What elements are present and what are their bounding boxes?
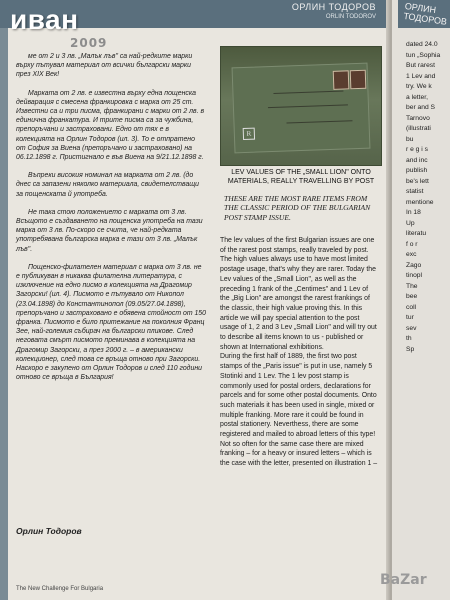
right-page-line: try. We k (406, 83, 432, 90)
english-paragraph: The lev values of the first Bulgarian issues are one of the rarest post stamps, really traveled by post. The high values always use to have most limited postage usage, that's why they are rarer. Today the Lev values of the „Small Lion", as well as the preceding 1 frank of the „Centimes" and 1 Lev of the „Big Lion" are amongst the rarest frankings of the classic, their high value proving this. In this article we will pay special attention to the post usage of 1, 2 and 3 Lev „Small Lion" and will try out to describe all items known to us - published or shown at International exhibitions. (220, 237, 377, 351)
left-paragraph: Марката от 2 лв. е известна върху една пощенска дейварация с смесена франкировка с марка от 25 ст. Известни са и три писма, франкирани с марки от 2 лв. в единична франкатура. И трите писма са за чужбина, препоръчани и застраховани. Едно от тях е в колекцията на Орлин Тодоров (ил. 3). То е отпратено от София за Виена (препоръчано и застраховано) на 06.12.1898 г. Пристигнало е във Виена на 9/21.12.1898 г. (16, 89, 205, 162)
right-page-line: be's lett (406, 177, 429, 185)
right-page-line: sev (406, 324, 417, 332)
figure-caption: LEV VALUES OF THE „SMALL LION" ONTO MATERIALS, REALLY TRAVELLING BY POST (227, 169, 375, 185)
stamp (350, 70, 367, 90)
right-page-line: dated 24.0 (406, 41, 438, 48)
year-badge: 2009 (70, 36, 108, 50)
right-header-title: ОРЛИН ТОДОРОВ (402, 0, 448, 27)
right-page-line: tur (406, 314, 414, 321)
registered-mark: R (243, 128, 255, 140)
right-page-line: Up (406, 219, 415, 227)
left-column (16, 52, 206, 392)
envelope (232, 63, 371, 154)
right-page-line: publish (406, 167, 428, 174)
right-page-line: literatu (406, 230, 427, 237)
right-page-line: In 18 (406, 209, 421, 216)
right-page-line: tinopl (406, 272, 422, 279)
right-page-fragments (406, 40, 450, 355)
right-page-line: But rarest (406, 62, 435, 69)
watermark-logo: иван (10, 4, 79, 35)
right-page-line: coll (406, 303, 417, 311)
bazar-logo: BaZar (380, 572, 427, 588)
handwriting-line (286, 120, 352, 123)
handwriting-line (268, 104, 348, 108)
english-paragraph: During the first half of 1889, the first two post stamps of the „Paris issue" is put in use, namely 5 Stotinki and 1 Lev. The 1 lev post stamp is commonly used for postal orders, declarations for parcels and for some other postal documents. Onto such materials it has been used in single, mixed or multiple franking. More rare it could be found in postal stationery. Neverthess, there are some registered and mailed to abroad letters of this type! Not so often for the same case there are mixed franking – for a heavy or insured letters – which is the case with the letter, presented on illustration 1 – (220, 353, 378, 468)
margin-strip (0, 28, 8, 600)
right-page-line: mentione (406, 198, 434, 206)
right-page-line: exc (406, 251, 417, 258)
right-page-line: Zago (406, 261, 422, 269)
right-page-line: and inc (406, 156, 428, 164)
english-body (220, 236, 378, 469)
right-header-bar (398, 0, 450, 28)
right-page-line: (illustrati (406, 125, 431, 132)
left-paragraph: Пощенско-филателен материал с марка от 3 лв. не е публикуван в никаква филателна литература, с изключение на едно писмо в колекцията на Драгомир Загорски! (ил. 4). Писмото е пътувало от Никопол (23.04.1898) до Константинопол (09.05/27.04.1898), препоръчано и застраховано е обявена стойност от 150 франка. Писмото е било притежание на поколния Франц Зее, най-големия събирач на български пликове. След неговата смърт писмото преминава в колекцията на Драгомир Загорски, а през 2000 г. – в американски колекционер, след това се връща отново при Загорски. Наскоро е закупено от Орлин Тодоров и след 110 години отново се връща в България! (16, 263, 206, 382)
right-page-line: a letter, (406, 93, 428, 101)
page-footer: The New Challenge For Bulgaria (16, 586, 104, 592)
right-page-line: statist (406, 188, 424, 195)
envelope-photo (220, 46, 382, 166)
right-page-line: bu (406, 135, 414, 143)
right-page-line: Sp (406, 345, 415, 353)
left-paragraph: Не така стою положението с марката от 3 лв. Всъщото е създаването на пощенска употреба на тази марка от 3 лв. По-скоро се счита, че най-редката употребявана българска марка е тази от 3 лв. „Малък лъв". (16, 208, 203, 253)
right-page-line: ber and S (406, 104, 435, 111)
right-page-line: The (406, 282, 418, 290)
pull-quote: THESE ARE THE MOST RARE ITEMS FROM THE CLASSIC PERIOD OF THE BULGARIAN POST STAMP ISSUE. (224, 194, 371, 222)
left-paragraph: мe от 2 и 3 лв. „Малък лъв" са най-редките марки върху пътувал материал от всички български марки през XIX Век! (16, 53, 193, 79)
author-signature: Орлин Тодоров (16, 526, 82, 536)
right-page-line: f o r (406, 240, 418, 248)
header-subtitle: ORLIN TODOROV (325, 14, 376, 20)
right-page-line: tun „Sophia (406, 51, 441, 59)
right-page-line: 1 Lev and (406, 72, 436, 80)
stamp (333, 70, 350, 90)
header-title: ОРЛИН ТОДОРОВ (291, 2, 376, 12)
right-page-line: Tarnovo (406, 114, 430, 122)
handwriting-line (273, 91, 343, 94)
right-page-line: th (406, 335, 412, 342)
right-page-line: r e g i s (406, 146, 428, 153)
left-paragraph: Въпреки високия номинал на марката от 2 лв. (до днес са запазени няколко материала, свидетелстващи за пощенската й употреба. (16, 172, 199, 198)
right-page-line: bee (406, 293, 418, 300)
